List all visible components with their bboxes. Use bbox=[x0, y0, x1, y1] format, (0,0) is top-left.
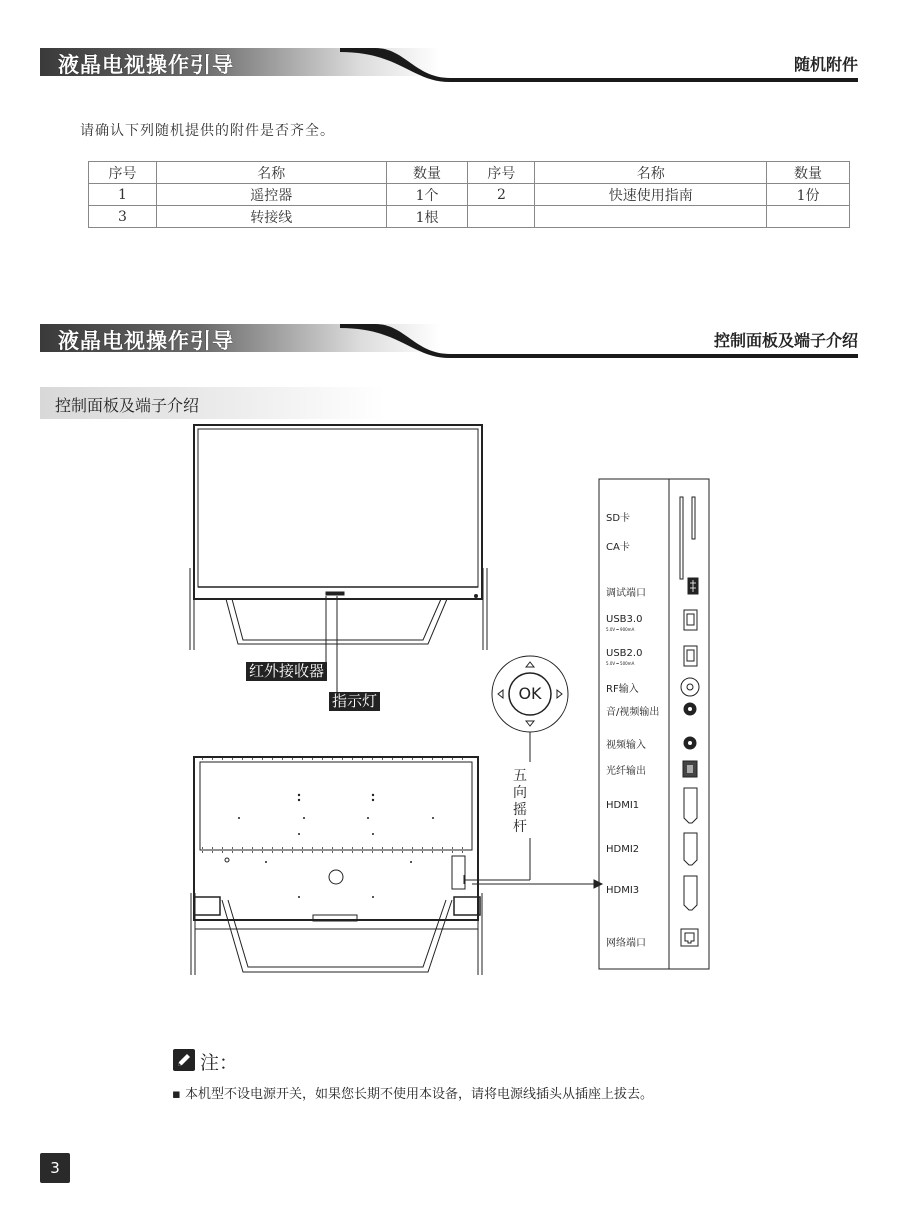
header-title: 液晶电视操作引导 bbox=[58, 329, 234, 353]
pencil-icon bbox=[172, 1048, 196, 1072]
port-sublabel-usb2: 5.0V ═ 500mA bbox=[606, 661, 635, 666]
header-section-title: 随机附件 bbox=[793, 55, 858, 74]
port-label-hdmi3: HDMI3 bbox=[606, 885, 640, 896]
joystick-label-char: 向 bbox=[513, 785, 527, 801]
table-cell: 转接线 bbox=[156, 206, 386, 228]
note-title: 注： bbox=[200, 1052, 239, 1074]
subheading: 控制面板及端子介绍 bbox=[55, 396, 200, 415]
table-cell: 2 bbox=[468, 184, 535, 206]
port-label-usb3: USB3.0 bbox=[606, 614, 643, 625]
port-label-hdmi2: HDMI2 bbox=[606, 844, 640, 855]
table-cell: 1根 bbox=[386, 206, 468, 228]
port-label-optical: 光纤输出 bbox=[606, 766, 646, 777]
table-header-cell: 数量 bbox=[386, 162, 468, 184]
indicator-label: 指示灯 bbox=[329, 692, 380, 711]
joystick-label-char: 杆 bbox=[513, 819, 527, 835]
table-cell: 1 bbox=[89, 184, 157, 206]
intro-text: 请确认下列随机提供的附件是否齐全。 bbox=[80, 123, 335, 139]
header-title: 液晶电视操作引导 bbox=[58, 53, 234, 77]
joystick-label-char: 五 bbox=[513, 768, 527, 784]
table-header-cell: 名称 bbox=[156, 162, 386, 184]
header-section-title: 控制面板及端子介绍 bbox=[713, 331, 858, 350]
port-label-av-out: 音/视频输出 bbox=[606, 707, 660, 718]
table-header-cell: 名称 bbox=[535, 162, 767, 184]
port-label-hdmi1: HDMI1 bbox=[606, 800, 640, 811]
note-text: ▪ 本机型不设电源开关，如果您长期不使用本设备，请将电源线插头从插座上拔去。 bbox=[172, 1087, 653, 1102]
table-cell: 3 bbox=[89, 206, 157, 228]
port-label-usb2: USB2.0 bbox=[606, 648, 643, 659]
table-cell: 1份 bbox=[767, 184, 850, 206]
page-number: 3 bbox=[40, 1153, 70, 1183]
port-label-debug: 调试端口 bbox=[606, 588, 646, 599]
joystick-label-char: 摇 bbox=[513, 802, 527, 818]
port-label-ca: CA卡 bbox=[606, 542, 630, 553]
joystick-label bbox=[512, 768, 528, 836]
port-label-rf: RF输入 bbox=[606, 684, 639, 695]
table-cell: 快速使用指南 bbox=[535, 184, 767, 206]
table-header-cell: 序号 bbox=[468, 162, 535, 184]
table-header-cell: 数量 bbox=[767, 162, 850, 184]
tv-back-view bbox=[191, 757, 482, 975]
port-label-video-in: 视频输入 bbox=[606, 740, 646, 751]
table-header-cell: 序号 bbox=[89, 162, 157, 184]
port-label-lan: 网络端口 bbox=[606, 938, 646, 949]
tv-front-view bbox=[190, 425, 487, 650]
port-sublabel-usb3: 5.0V ═ 900mA bbox=[606, 627, 635, 632]
ir-receiver-label: 红外接收器 bbox=[246, 662, 327, 681]
port-label-sd: SD卡 bbox=[606, 513, 631, 524]
table-cell: 遥控器 bbox=[156, 184, 386, 206]
table-cell: 1个 bbox=[386, 184, 468, 206]
joystick-ok-label: OK bbox=[518, 684, 542, 703]
